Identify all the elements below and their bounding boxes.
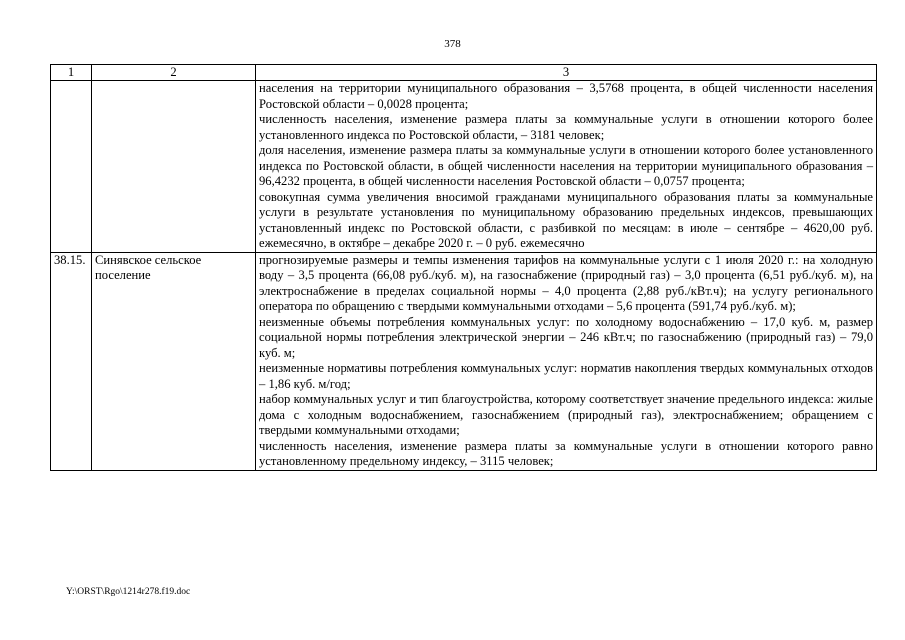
paragraph: неизменные нормативы потребления коммунальных услуг: норматив накопления твердых коммунальных отходов – 1,86 куб. м/год; bbox=[259, 361, 873, 391]
row-text-cell bbox=[256, 81, 877, 253]
table-header-row bbox=[51, 65, 877, 81]
page-number: 378 bbox=[444, 38, 461, 50]
row-number-cell: 38.15. bbox=[51, 252, 92, 470]
paragraph: численность населения, изменение размера платы за коммунальные услуги в отношении которого более установленного индекса по Ростовской области, – 3181 человек; bbox=[259, 112, 873, 142]
row-text-cell bbox=[256, 252, 877, 470]
row-number-cell bbox=[51, 81, 92, 253]
paragraph: неизменные объемы потребления коммунальных услуг: по холодному водоснабжению – 17,0 куб. м, размер социальной нормы потребления электрической энергии – 246 кВт.ч; по газоснабжению (природный газ) – 79,0 куб. м; bbox=[259, 314, 873, 360]
column-header-name: 2 bbox=[92, 65, 256, 81]
document-table bbox=[50, 64, 877, 471]
row-name-cell: Синявское сельское поселение bbox=[92, 252, 256, 470]
column-header-text: 3 bbox=[256, 65, 877, 81]
paragraph: населения на территории муниципального образования – 3,5768 процента, в общей численности населения Ростовской области – 0,0028 процента; bbox=[259, 81, 873, 111]
table-row bbox=[51, 81, 877, 253]
footer-file-path: Y:\ORST\Rgo\1214r278.f19.doc bbox=[66, 587, 191, 597]
paragraph: набор коммунальных услуг и тип благоустройства, которому соответствует значение предельного индекса: жилые дома с холодным водоснабжением, газоснабжением (природный газ), электроснабжением; обращением с твердыми коммунальными отходами; bbox=[259, 392, 873, 437]
row-name-cell bbox=[92, 81, 256, 253]
table-row bbox=[51, 252, 877, 470]
column-header-number: 1 bbox=[51, 65, 92, 81]
paragraph: прогнозируемые размеры и темпы изменения тарифов на коммунальные услуги с 1 июля 2020 г.: на холодную воду – 3,5 процента (66,08 руб./куб. м), на газоснабжение (природный газ) – 3,0 процента (6,51 руб./куб. м), на электроснабжение в пределах социальной нормы – 4,0 процента (2,88 руб./кВт.ч); на услугу регионального оператора по обращению с твердыми коммунальными отходами – 5,6 процента (591,74 руб./куб. м); bbox=[259, 252, 873, 313]
paragraph: совокупная сумма увеличения вносимой гражданами муниципального образования платы за коммунальные услуги в результате установления по муниципальному образованию предельных индексов, превышающих установленный индекс по Ростовской области, с разбивкой по месяцам: в июле – сентябре – 4620,00 руб. ежемесячно, в октябре – декабре 2020 г. – 0 руб. ежемесячно bbox=[259, 189, 873, 250]
paragraph: численность населения, изменение размера платы за коммунальные услуги в отношении которого равно установленному предельному индексу, – 3115 человек; bbox=[259, 438, 873, 468]
paragraph: доля населения, изменение размера платы за коммунальные услуги в отношении которого более установленного индекса по Ростовской области, в общей численности населения на территории муниципального образования – 96,4232 процента, в общей численности населения Ростовской области – 0,0757 процента; bbox=[259, 143, 873, 188]
